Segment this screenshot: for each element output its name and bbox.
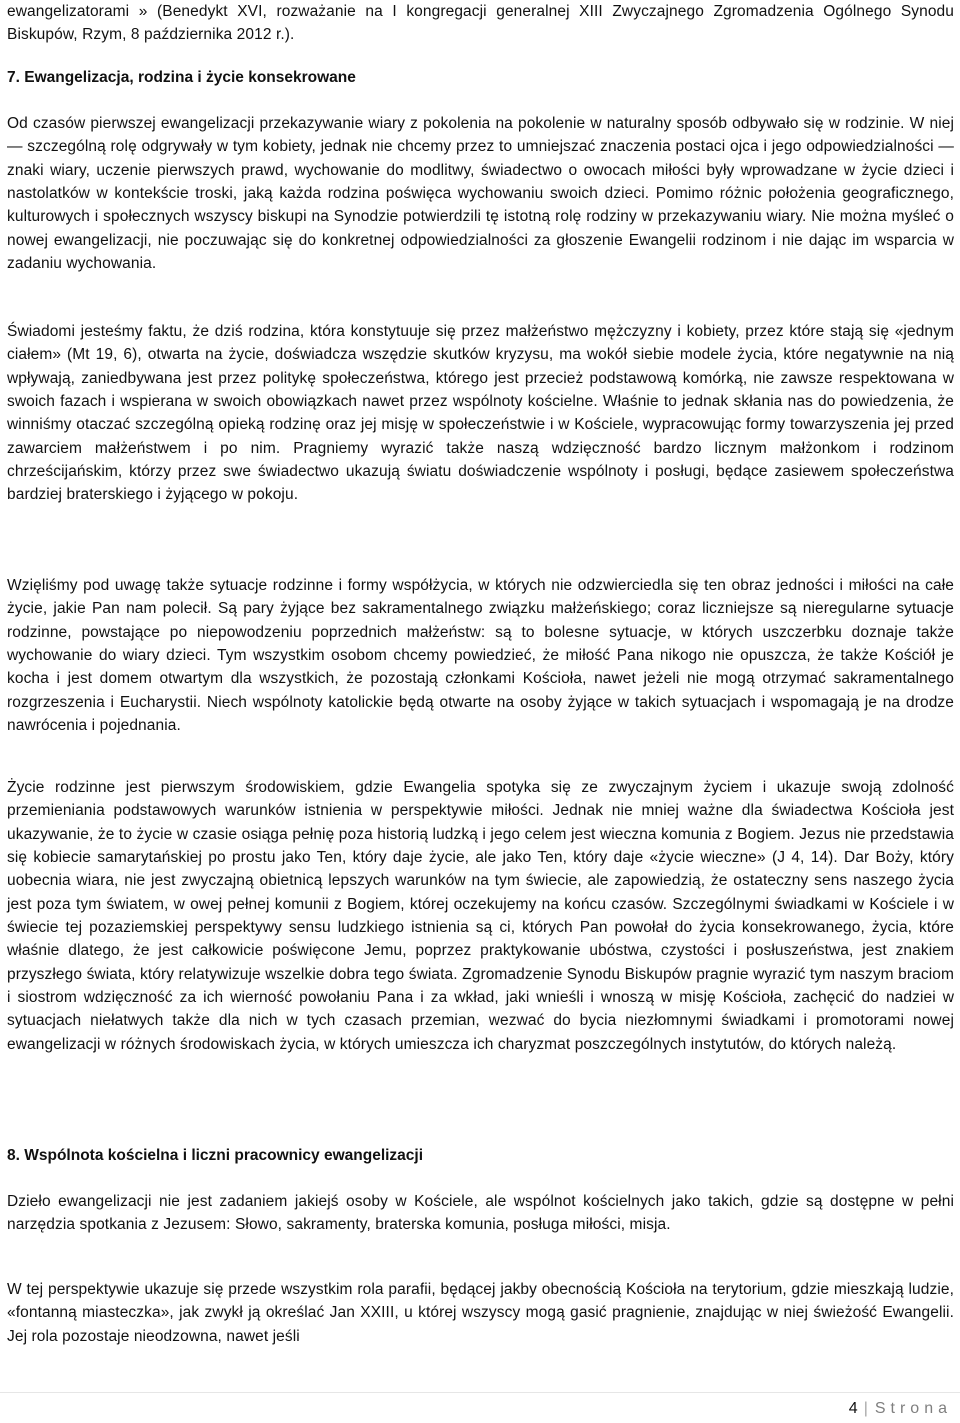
section-7-paragraph-3: Wzięliśmy pod uwagę także sytuacje rodzinne i formy współżycia, w których nie odzwierciedla się ten obraz jedności i miłości na całe życie, jakie Pan nam polecił. Są pary żyjące bez sakramentalnego związku małżeńskiego; coraz liczniejsze są nieregularne sytuacje rodzinne, powstające po niepowodzeniu poprzednich małżeństw: są to bolesne sytuacje, w których uszczerbku doznaje także wychowanie do wiary dzieci. Tym wszystkim osobom chcemy powiedzieć, że miłość Pana nikogo nie opuszcza, że także Kościół je kocha i jest domem otwartym dla wszystkich, że pozostają członkami Kościoła, nawet jeżeli nie mogą otrzymać sakramentalnego rozgrzeszenia i Eucharystii. Niech wspólnoty katolickie będą otwarte na osoby żyjące w takich sytuacjach i wspomagają je na drodze nawrócenia i pojednania. [7, 577, 954, 735]
section-8-paragraph-2: W tej perspektywie ukazuje się przede wszystkim rola parafii, będącej jakby obecnością Kościoła na terytorium, gdzie mieszkają ludzie, «fontanną miasteczka», jak zwykł ją określać Jan XXIII, u której wszyscy mogą gasić pragnienie, znajdując w niej świeżość Ewangelii. Jej rola pozostaje nieodzowna, nawet jeśli [7, 1281, 954, 1345]
section-7-paragraph-1: Od czasów pierwszej ewangelizacji przekazywanie wiary z pokolenia na pokolenie w naturalny sposób odbywało się w rodzinie. W niej — szczególną rolę odgrywały w tym kobiety, jednak nie chcemy przez to umniejszać znaczenia postaci ojca i jego odpowiedzialności — znaki wiary, uczenie pierwszych prawd, wychowanie do modlitwy, świadectwo o owocach miłości były wprowadzane w życie dzieci i nastolatków w kontekście troski, jaką każda rodzina poświęca wychowaniu swoich dzieci. Pomimo różnic położenia geograficznego, kulturowych i społecznych wszyscy biskupi na Synodzie potwierdzili tę istotną rolę rodziny w przekazywaniu wiary. Nie można myśleć o nowej ewangelizacji, nie poczuwając się do konkretnej odpowiedzialności za głoszenie Ewangelii rodzinom i nie dając im wsparcia w zadaniu wychowania. [7, 115, 954, 273]
footer-separator: | [863, 1400, 869, 1417]
section-7-heading: 7. Ewangelizacja, rodzina i życie konsekrowane [7, 69, 356, 86]
section-7-paragraph-4: Życie rodzinne jest pierwszym środowiskiem, gdzie Ewangelia spotyka się ze zwyczajnym życiem i ukazuje swoją zdolność przemieniania podstawowych warunków istnienia w perspektywie miłości. Jednak nie mniej ważne dla świadectwa Kościoła jest ukazywanie, że to życie w czasie osiąga pełnię poza historią ludzką i jego celem jest wieczna komunia z Bogiem. Jezus nie przedstawia się kobiecie samarytańskiej po prostu jako Ten, który daje życie, ale jako Ten, który daje «życie wieczne» (J 4, 14). Dar Boży, który uobecnia wiara, nie jest zwyczajną obietnicą lepszych warunków na tym świecie, ale zapowiedzią, że ostateczny sens naszego życia jest poza tym światem, w owej pełnej komunii z Bogiem, której oczekujemy na końcu czasów. Szczególnymi świadkami w Kościele i w świecie tej pozaziemskiej perspektywy sensu ludzkiego istnienia są ci, których Pan powołał do życia konsekrowanego, życia, które właśnie dlatego, że jest całkowicie poświęcone Jemu, poprzez praktykowanie ubóstwa, czystości i posłuszeństwa, jest znakiem przyszłego świata, który relatywizuje wszelkie dobra tego świata. Zgromadzenie Synodu Biskupów pragnie wyrazić tym naszym braciom i siostrom wdzięczność za ich wierność powołaniu Pana i za wkład, jaki wnieśli i wnoszą w misję Kościoła, zachęcić do nadziei w sytuacjach niełatwych także dla nich w tych czasach przemian, wezwać do bycia niezłomnymi świadkami i promotorami nowej ewangelizacji w różnych środowiskach życia, w których umieszcza ich charyzmat poszczególnych instytutów, do których należą. [7, 779, 954, 1053]
section-8-heading: 8. Wspólnota kościelna i liczni pracownicy ewangelizacji [7, 1147, 424, 1164]
page-label: Strona [874, 1400, 952, 1417]
page-number: 4 [848, 1400, 858, 1417]
section-7-paragraph-2: Świadomi jesteśmy faktu, że dziś rodzina, która konstytuuje się przez małżeństwo mężczyzny i kobiety, przez które stają się «jednym ciałem» (Mt 19, 6), otwarta na życie, doświadcza wszędzie skutków kryzysu, ma wokół siebie modele życia, które negatywnie na nią wpływają, zaniedbywana jest przez politykę społeczeństwa, którego jest przecież podstawową komórką, nie zawsze respektowana w swoich fazach i wspierana w swoich obowiązkach nawet przez wspólnoty kościelne. Właśnie to jednak skłania nas do powiedzenia, że winniśmy otaczać szczególną opieką rodzinę oraz jej misję w społeczeństwie i w Kościele, wypracowując formy towarzyszenia jej przed zawarciem małżeństwem i po nim. Pragniemy wyrazić także naszą wdzięczność bardzo licznym małżonkom i rodzinom chrześcijańskim, którzy przez swe świadectwo ukazują światu doświadczenie wspólnoty i posługi, będące zasiewem społeczeństwa bardziej braterskiego i żyjącego w pokoju. [7, 323, 954, 504]
section-8-paragraph-1: Dzieło ewangelizacji nie jest zadaniem jakiejś osoby w Kościele, ale wspólnot kościelnych jako takich, gdzie są dostępne w pełni narzędzia spotkania z Jezusem: Słowo, sakramenty, braterska komunia, posługa miłości, misja. [7, 1193, 954, 1234]
page-footer [849, 1398, 952, 1420]
intro-tail-paragraph: ewangelizatorami » (Benedykt XVI, rozważanie na I kongregacji generalnej XIII Zwyczajnego Zgromadzenia Ogólnego Synodu Biskupów, Rzym, 8 października 2012 r.). [7, 3, 954, 44]
footer-divider [0, 1392, 960, 1393]
